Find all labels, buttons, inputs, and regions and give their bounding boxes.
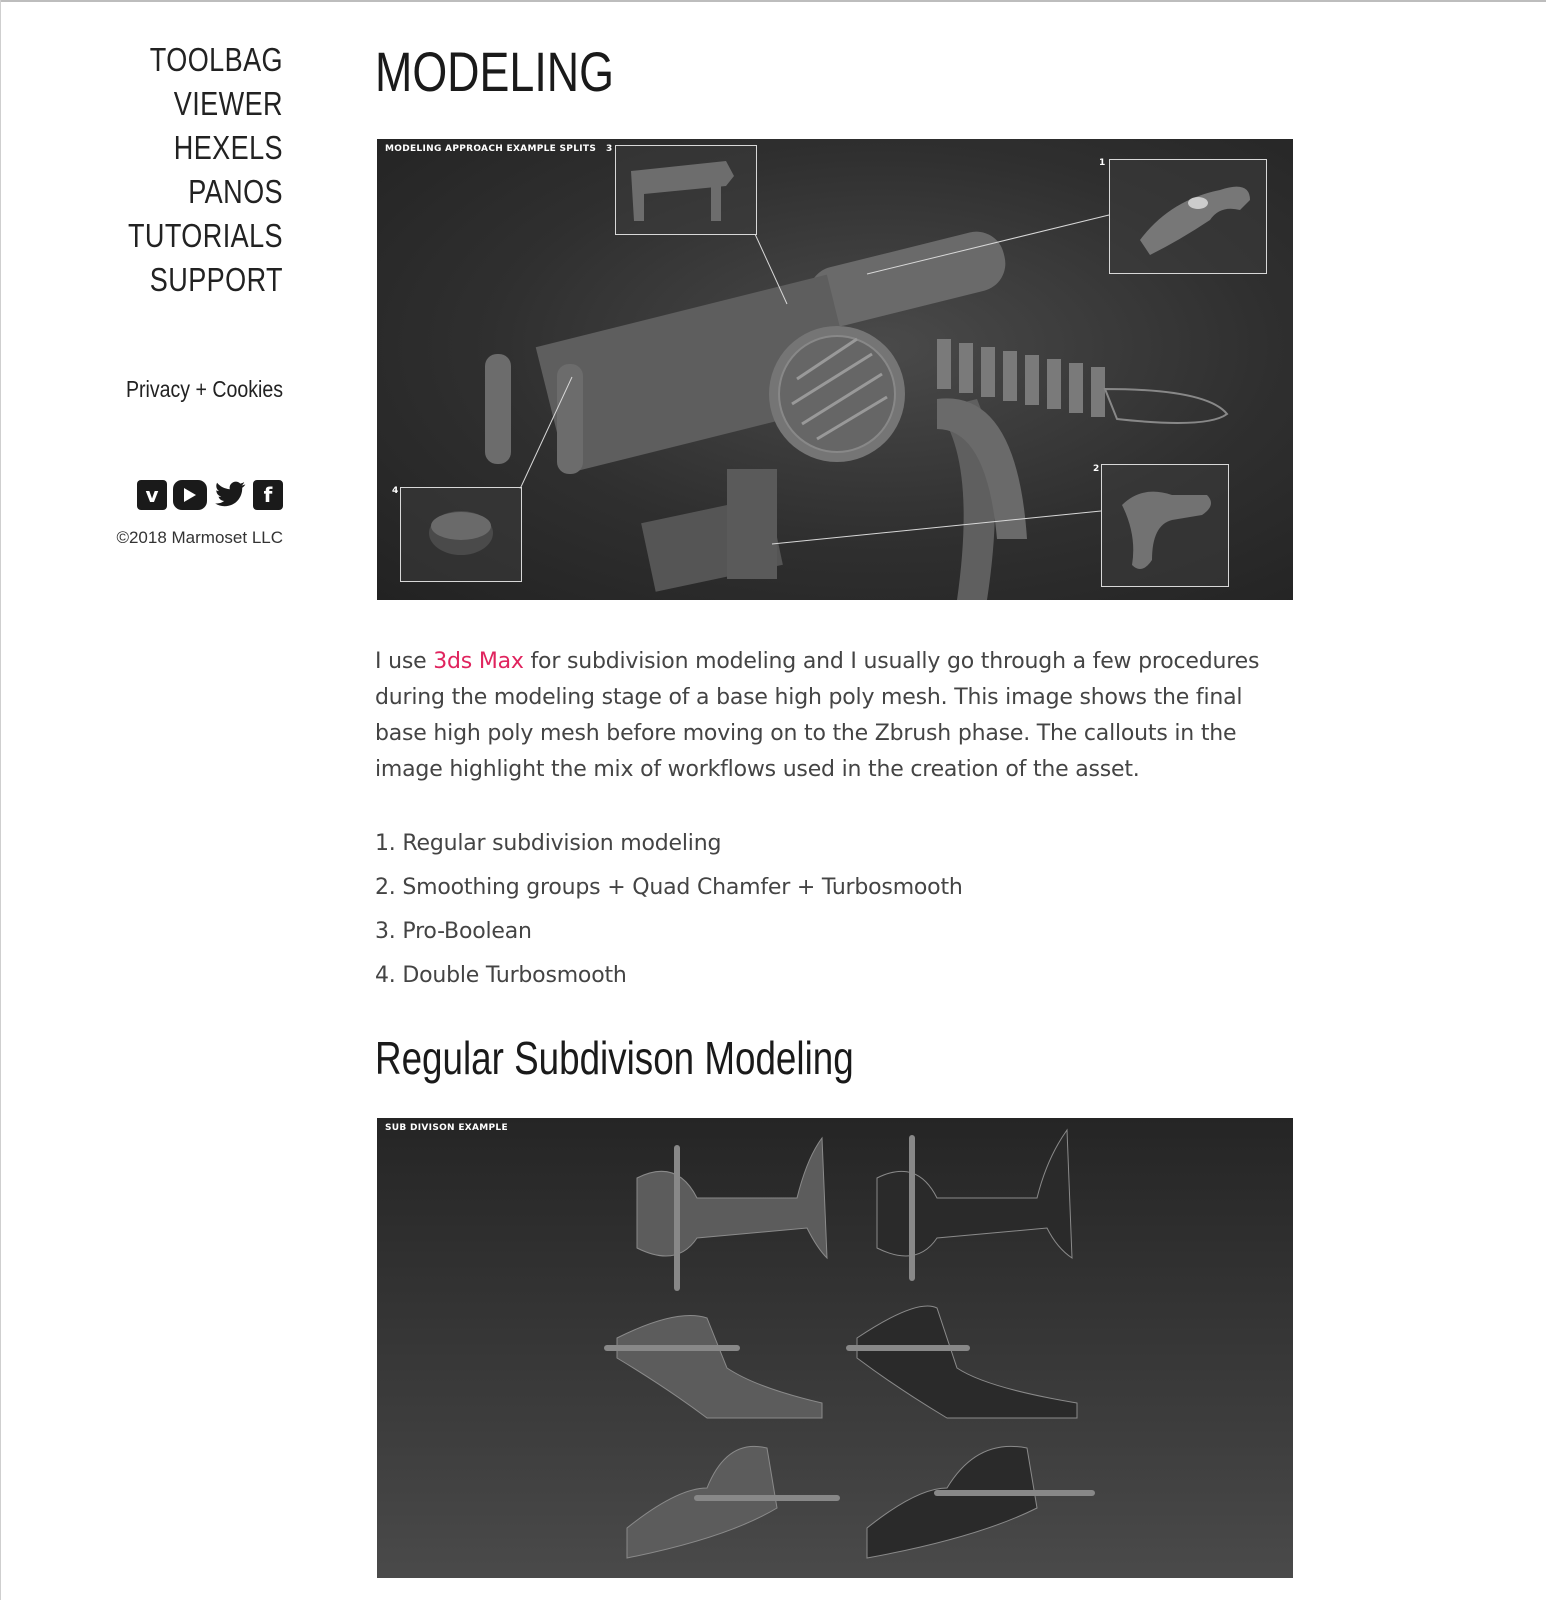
list-item: 1. Regular subdivision modeling xyxy=(375,831,722,856)
nav-support[interactable]: SUPPORT xyxy=(149,261,283,298)
vimeo-icon[interactable]: v xyxy=(137,480,167,510)
figure-caption: MODELING APPROACH EXAMPLE SPLITS xyxy=(385,144,597,154)
list-item: 4. Double Turbosmooth xyxy=(375,963,627,988)
callout-number-3: 3 xyxy=(606,144,613,154)
figure-caption: SUB DIVISON EXAMPLE xyxy=(385,1123,508,1133)
subdivision-example-image xyxy=(377,1118,1293,1578)
callout-number-1: 1 xyxy=(1099,158,1106,168)
intro-paragraph xyxy=(375,644,1275,788)
callout-4 xyxy=(400,487,522,582)
page-title: MODELING xyxy=(375,40,614,103)
nav-panos[interactable]: PANOS xyxy=(188,173,283,210)
section-title: Regular Subdivison Modeling xyxy=(375,1032,854,1084)
privacy-cookies-link[interactable]: Privacy + Cookies xyxy=(125,376,283,402)
nav-viewer[interactable]: VIEWER xyxy=(173,85,283,122)
workflow-list xyxy=(375,822,1295,998)
callout-number-2: 2 xyxy=(1093,464,1100,474)
nav-toolbag[interactable]: TOOLBAG xyxy=(149,41,283,78)
twitter-icon[interactable] xyxy=(213,480,247,510)
callout-2 xyxy=(1101,464,1229,587)
3ds-max-link[interactable]: 3ds Max xyxy=(433,649,524,674)
window-left-border xyxy=(0,0,1,1600)
sidebar xyxy=(40,38,283,548)
modeling-approach-image xyxy=(377,139,1293,600)
list-item: 2. Smoothing groups + Quad Chamfer + Turbosmooth xyxy=(375,875,963,900)
paragraph-text: for subdivision modeling and I usually go through a few procedures during the modeling stage of a base high poly mesh. This image shows the final base high poly mesh before moving on to the Zbrush phase. The callouts in the image highlight the mix of workflows used in the creation of the asset. xyxy=(375,649,1260,782)
paragraph-text: I use xyxy=(375,649,434,674)
social-links xyxy=(40,480,283,510)
main-content xyxy=(375,38,1295,1578)
nav-hexels[interactable]: HEXELS xyxy=(173,129,283,166)
window-top-border xyxy=(0,0,1546,2)
facebook-icon[interactable]: f xyxy=(253,480,283,510)
copyright: ©2018 Marmoset LLC xyxy=(116,528,283,547)
callout-number-4: 4 xyxy=(392,486,399,496)
youtube-icon[interactable] xyxy=(173,480,207,510)
subdivision-renders xyxy=(377,1118,1293,1578)
list-item: 3. Pro-Boolean xyxy=(375,919,532,944)
callout-3 xyxy=(615,145,757,235)
nav-tutorials[interactable]: TUTORIALS xyxy=(127,217,283,254)
callout-1 xyxy=(1109,159,1267,274)
